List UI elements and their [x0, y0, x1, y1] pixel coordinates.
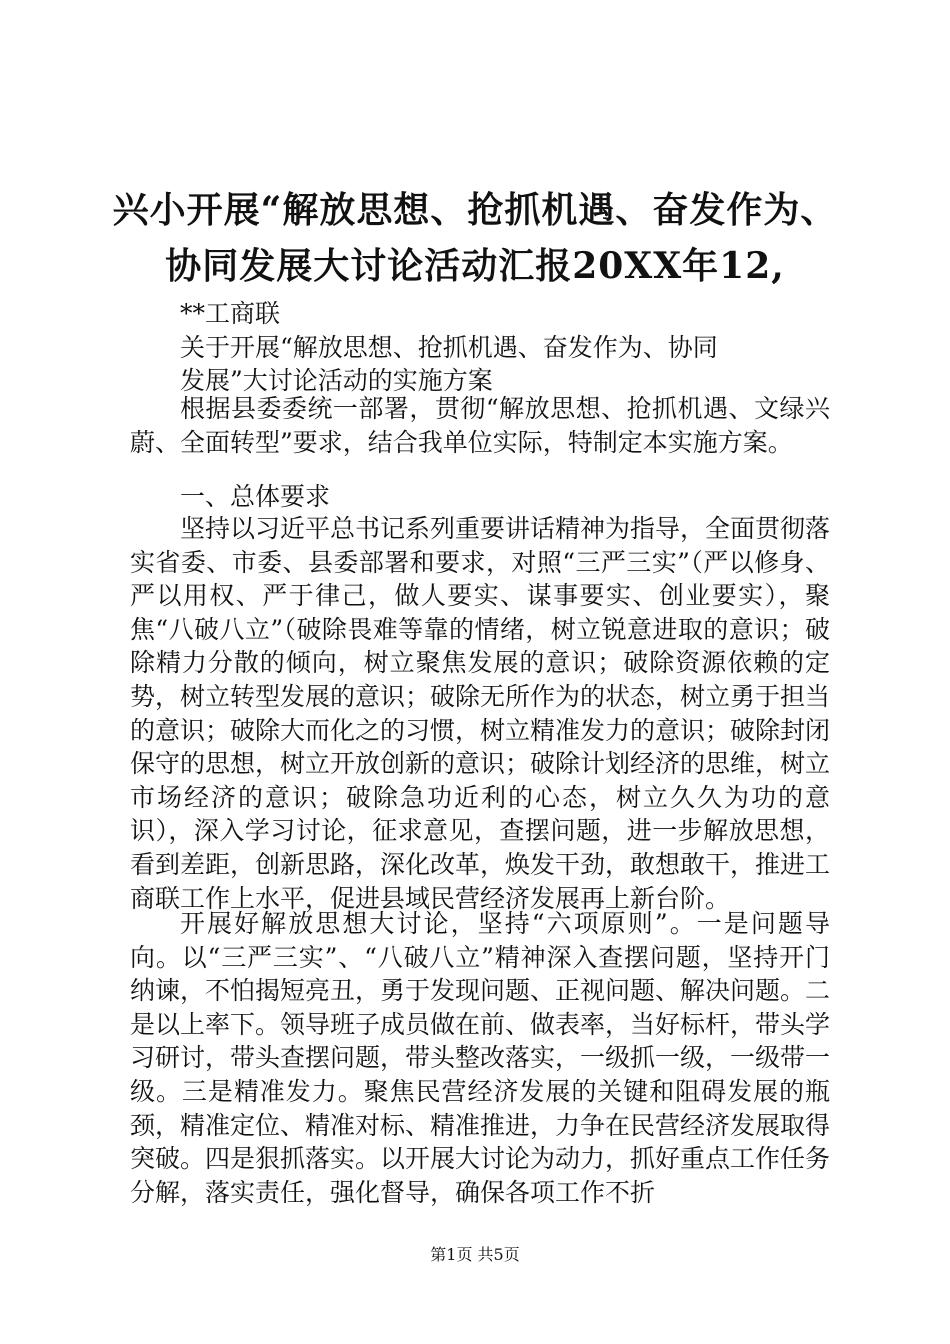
- page-footer: 第1页 共5页: [430, 1245, 520, 1264]
- document-title-line-1: 兴小开展“解放思想、抢抓机遇、奋发作为、: [112, 189, 838, 231]
- document-title-line-2: 协同发展大讨论活动汇报20XX年12,: [165, 245, 785, 287]
- subtitle-line-2: 发展”大讨论活动的实施方案: [180, 366, 493, 395]
- section-heading: 一、总体要求: [180, 482, 331, 511]
- intro-paragraph: 根据县委委统一部署，贯彻“解放思想、抢抓机遇、文绿兴蔚、全面转型”要求，结合我单位实际，特制定本实施方案。: [130, 394, 830, 457]
- body-paragraph-2: 开展好解放思想大讨论，坚持“六项原则”。一是问题导向。以“三严三实”、“八破八立”精神深入查摆问题，坚持开门纳谏，不怕揭短亮丑，勇于发现问题、正视问题、解决问题。二是以上率下。领导班子成员做在前、做表率，当好标杆，带头学习研讨，带头查摆问题，带头整改落实，一级抓一级，一级带一级。三是精准发力。聚焦民营经济发展的关键和阻碍发展的瓶颈，精准定位、精准对标、精准推进，力争在民营经济发展取得突破。四是狠抓落实。以开展大讨论为动力，抓好重点工作任务分解，落实责任，强化督导，确保各项工作不折: [130, 909, 831, 1207]
- subtitle-line-1: 关于开展“解放思想、抢抓机遇、奋发作为、协同: [180, 333, 718, 362]
- organization-name: **工商联: [180, 299, 281, 328]
- body-paragraph-1: 坚持以习近平总书记系列重要讲话精神为指导，全面贯彻落实省委、市委、县委部署和要求，对照“三严三实”（严以修身、严以用权、严于律己，做人要实、谋事要实、创业要实），聚焦“八破八立”（破除畏难等靠的情绪，树立锐意进取的意识；破除精力分散的倾向，树立聚焦发展的意识；破除资源依赖的定势，树立转型发展的意识；破除无所作为的状态，树立勇于担当的意识；破除大而化之的习惯，树立精准发力的意识；破除封闭保守的思想，树立开放创新的意识；破除计划经济的思维，树立市场经济的意识；破除急功近利的心态，树立久久为功的意识），深入学习讨论，征求意见，查摆问题，进一步解放思想，看到差距，创新思路，深化改革，焕发干劲，敢想敢干，推进工商联工作上水平，促进县域民营经济发展再上新台阶。: [130, 514, 831, 913]
